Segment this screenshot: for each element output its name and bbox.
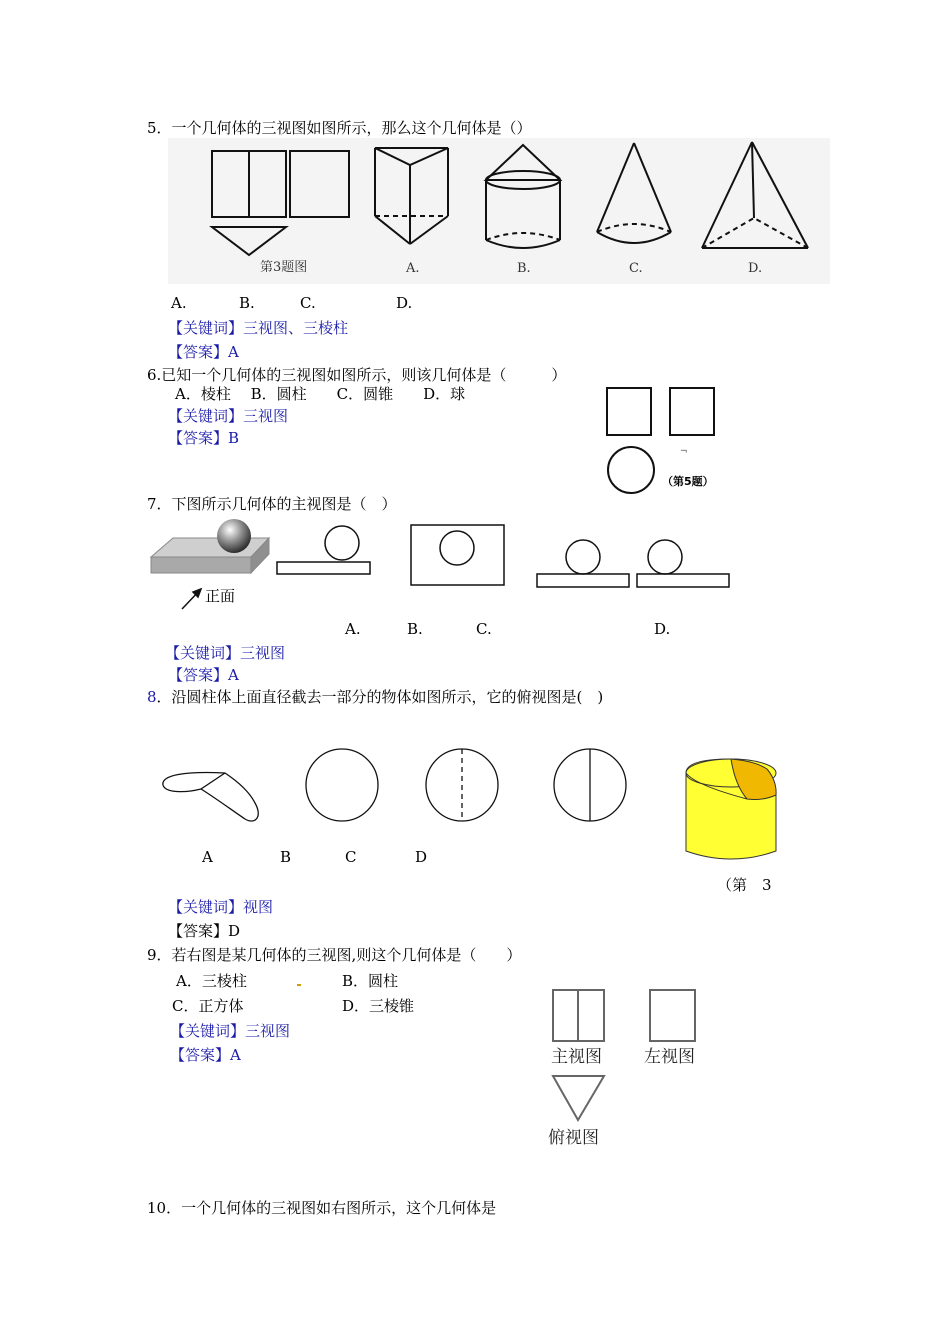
q6-figure xyxy=(600,380,730,495)
q8-figure xyxy=(155,745,785,870)
q9-keyword: 【关键词】三视图 xyxy=(170,1022,291,1040)
q7-option-d-shape xyxy=(637,540,729,587)
q8-choice-c[interactable]: C xyxy=(345,848,357,866)
q7-option-b-shape xyxy=(411,525,504,585)
q8-fig-caption: （第 3 xyxy=(717,876,772,894)
q6-choices[interactable]: A．棱柱 B．圆柱 C．圆锥 D．球 xyxy=(175,385,466,403)
q7-stem: 7．下图所示几何体的主视图是（ ） xyxy=(147,495,397,513)
q5-choice-d[interactable]: D. xyxy=(396,294,413,312)
q9-choice-b[interactable]: B．圆柱 xyxy=(342,972,399,990)
q7-answer: 【答案】A xyxy=(168,666,239,684)
q5-choice-b[interactable]: B. xyxy=(239,294,255,312)
q5-fig-label-d: D. xyxy=(748,261,763,276)
q8-choice-b[interactable]: B xyxy=(280,848,292,866)
q8-choice-d[interactable]: D xyxy=(415,848,428,866)
q8-cut-cylinder xyxy=(686,759,776,859)
q9-top-view xyxy=(553,1076,604,1120)
q6-stem: 6.已知一个几何体的三视图如图所示，则该几何体是（ ） xyxy=(147,366,567,384)
q9-side-view xyxy=(650,990,695,1041)
q8-stem-number: 8 xyxy=(147,688,157,706)
q5-choice-c[interactable]: C. xyxy=(300,294,316,312)
q7-choice-b[interactable]: B. xyxy=(407,620,423,638)
q9-stem: 9．若右图是某几何体的三视图,则这个几何体是（ ） xyxy=(147,946,522,964)
q5-answer: 【答案】A xyxy=(168,343,239,361)
q8-answer: 【答案】D xyxy=(168,922,241,940)
q9-view-left-label: 左视图 xyxy=(644,1047,695,1067)
q7-choice-c[interactable]: C. xyxy=(476,620,492,638)
q6-side-view xyxy=(670,388,714,435)
q6-answer: 【答案】B xyxy=(168,429,240,447)
q7-option-a-shape xyxy=(277,526,370,574)
q7-ball xyxy=(217,519,251,553)
q5-choice-a[interactable]: A. xyxy=(171,294,187,312)
q9-choice-d[interactable]: D．三棱锥 xyxy=(342,997,415,1015)
q8-keyword: 【关键词】视图 xyxy=(168,898,274,916)
q6-stray-mark: ¬ xyxy=(680,447,688,457)
q5-fig-label-a: A. xyxy=(406,261,420,276)
q7-solid xyxy=(151,519,269,573)
q7-option-c-shape xyxy=(537,540,629,587)
q6-top-view xyxy=(608,447,654,493)
q9-view-top-label: 俯视图 xyxy=(548,1128,599,1148)
q7-front-label: 正面 xyxy=(205,587,236,605)
q8-stem-text: ．沿圆柱体上面直径截去一部分的物体如图所示，它的俯视图是( ) xyxy=(156,688,604,706)
q9-choice-c[interactable]: C．正方体 xyxy=(172,997,244,1015)
q7-keyword: 【关键词】三视图 xyxy=(165,644,286,662)
q10-stem: 10．一个几何体的三视图如右图所示，这个几何体是 xyxy=(147,1199,497,1217)
q5-fig-label-c: C. xyxy=(629,261,643,276)
q5-keyword: 【关键词】三视图、三棱柱 xyxy=(168,319,349,337)
q9-stray-mark xyxy=(297,984,301,986)
q7-front-arrow xyxy=(182,589,201,609)
q9-view-main-label: 主视图 xyxy=(551,1047,602,1067)
q9-answer: 【答案】A xyxy=(170,1046,241,1064)
q8-option-a-shape xyxy=(163,773,258,822)
q5-fig-label-b: B. xyxy=(517,261,531,276)
q9-choice-a[interactable]: A．三棱柱 xyxy=(176,972,247,990)
q5-stem: 5．一个几何体的三视图如图所示，那么这个几何体是（） xyxy=(147,119,532,137)
q8-option-b-shape xyxy=(306,749,378,821)
q5-fig-caption: 第3题图 xyxy=(260,260,308,275)
q6-keyword: 【关键词】三视图 xyxy=(168,407,289,425)
q6-fig-caption: （第5题） xyxy=(662,475,714,488)
q8-choice-a[interactable]: A xyxy=(202,848,213,866)
q7-choice-a[interactable]: A. xyxy=(345,620,361,638)
q9-figure xyxy=(540,985,720,1150)
q8-stem xyxy=(147,688,603,706)
q6-front-view xyxy=(607,388,651,435)
q7-choice-d[interactable]: D. xyxy=(654,620,671,638)
q5-figure xyxy=(168,138,830,284)
